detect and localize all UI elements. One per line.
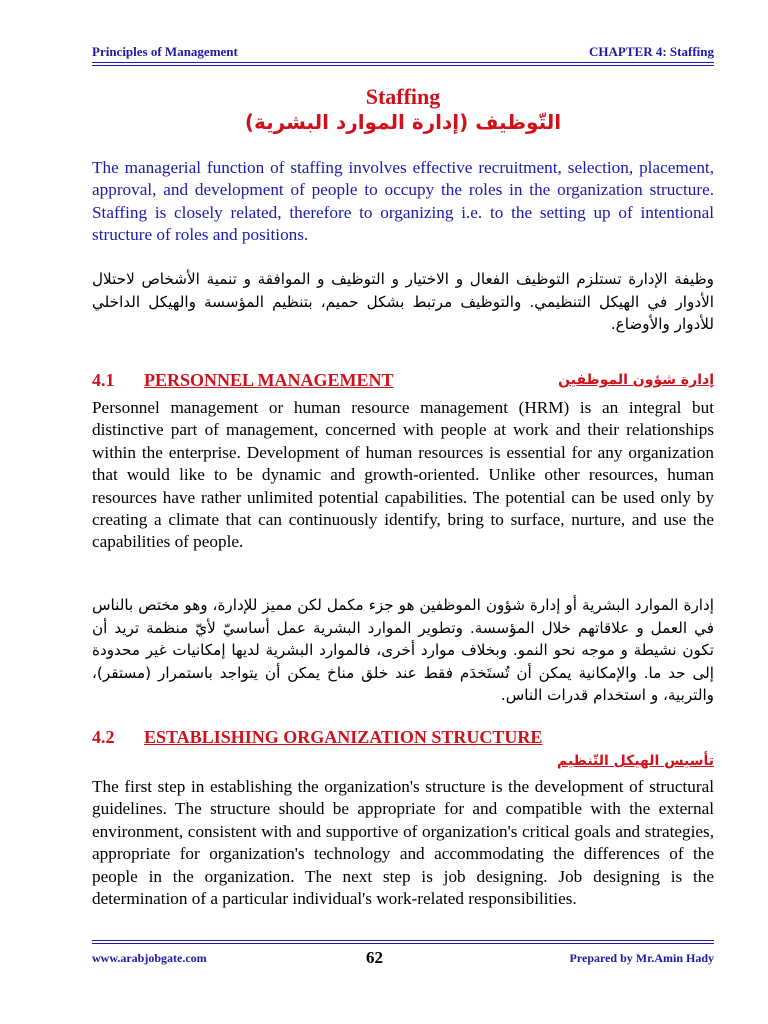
header-book-title: Principles of Management — [92, 44, 238, 59]
page-title: Staffing — [365, 84, 441, 109]
footer-author: Prepared by Mr.Amin Hady — [569, 951, 714, 965]
footer-divider — [92, 940, 714, 944]
page-title-arabic: التّوظيف (إدارة الموارد البشرية) — [244, 110, 562, 134]
section-2-paragraph: The first step in establishing the organization's structure is the development of structural guidelines. The structure should be appropriate for and compatible with the external environment, consistent with and supportive of organization's critical goals and strategies, appropriate for organization's technology and accommodating the differences of the people in the organization. The next step is job designing. Job designing is the determination of a particular individual's work-related responsibilities. — [92, 777, 714, 909]
header-divider — [92, 62, 714, 66]
section-1-title: PERSONNEL MANAGEMENT — [144, 370, 394, 390]
header-chapter-title: CHAPTER 4: Staffing — [589, 44, 714, 59]
intro-paragraph: The managerial function of staffing involves effective recruitment, selection, placement, approval, and development of people to occupy the roles in the organization structure. Staffing is closely related, therefore to organizing i.e. to the setting up of intentional structure of roles and positions. — [92, 158, 714, 245]
section-1-title-arabic: إدارة شؤون الموظفين — [558, 372, 714, 388]
section-2-number: 4.2 — [92, 727, 115, 747]
section-2-title: ESTABLISHING ORGANIZATION STRUCTURE — [144, 727, 543, 747]
page-header — [92, 42, 714, 64]
section-1-number: 4.1 — [92, 370, 115, 390]
intro-paragraph-arabic: وظيفة الإدارة تستلزم التوظيف الفعال و الاختيار و التوظيف و الموافقة و تنمية الأشخاص لاحتلال الأدوار في الهيكل التنظيمي. والتوظيف مرتبط بشكل حميم، بتنظيم المؤسسة والهيكل الداخلي للأدوار والأوضاع. — [92, 270, 714, 333]
section-1-paragraph-arabic: إدارة الموارد البشرية أو إدارة شؤون الموظفين هو جزء مكمل لكن مميز للإدارة، وهو مختص بالناس في العمل و علاقاتهم خلال المؤسسة. وتطوير الموارد البشرية عمل أساسيّ لأيّ منظمة تريد أن تكون نشيطة و موجه نحو النمو. وبخلاف موارد أخرى، فالموارد البشرية لديها إمكانيات غير محدودة إلى حد ما. والإمكانية يمكن أن تُستَخدَم فقط عند خلق مناخ يمكن أن يتواجد باستمرار (مستقر)، والتربية، و استخدام قدرات الناس. — [92, 596, 714, 704]
section-1-paragraph: Personnel management or human resource management (HRM) is an integral but distinctive part of management, concerned with people at work and their relationships within the enterprise. Development of human resources is essential for any organization that would like to be dynamic and growth-oriented. Unlike other resources, human resources have rather unlimited potential capabilities. The potential can be used only by creating a climate that can continuously identify, bring to surface, nurture, and use the capabilities of people. — [92, 398, 714, 552]
section-2-title-arabic: تأسيس الهيكل التّنظيم — [556, 753, 714, 769]
footer-website: www.arabjobgate.com — [92, 951, 207, 965]
page-number: 62 — [366, 948, 383, 967]
